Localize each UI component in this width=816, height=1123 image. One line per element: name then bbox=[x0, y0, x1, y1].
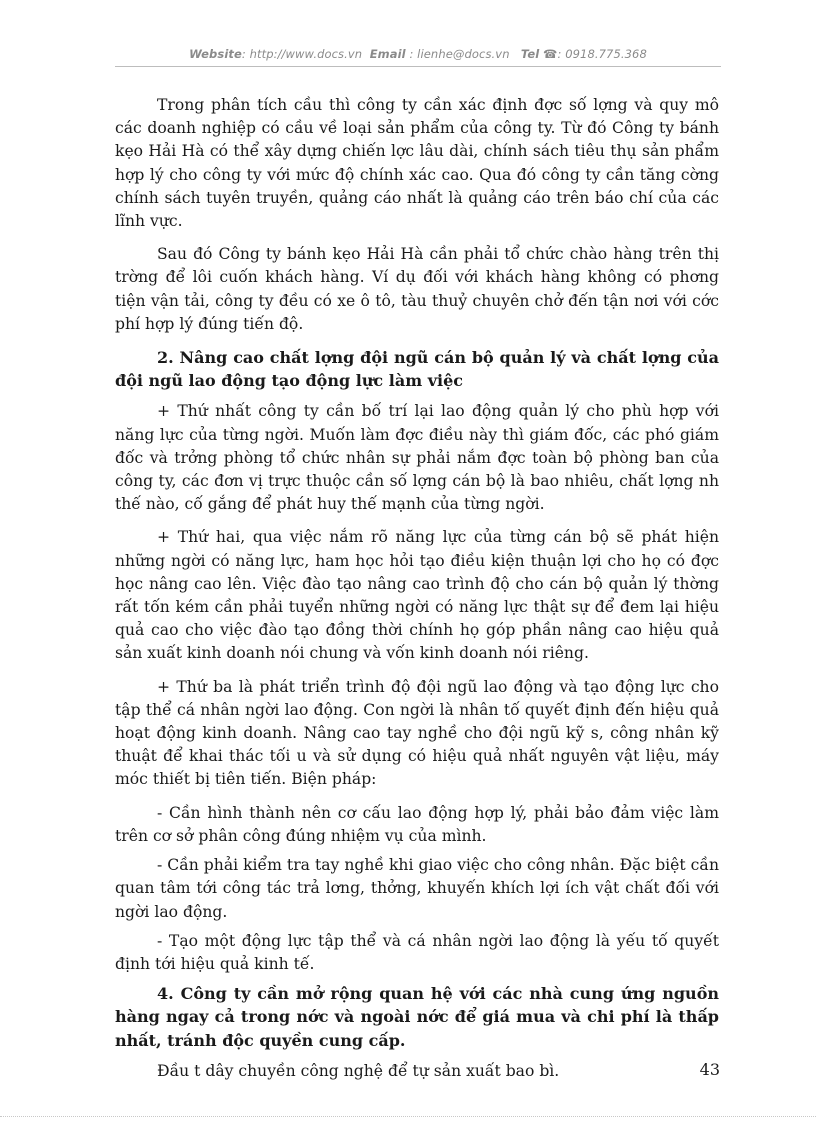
header-divider bbox=[115, 66, 721, 67]
website-label: Website bbox=[189, 47, 242, 61]
page-header bbox=[115, 47, 721, 61]
section-heading-2: 2. Nâng cao chất lợng đội ngũ cán bộ quản lý và chất lợng của đội ngũ lao động tạo động lực làm việc bbox=[115, 348, 719, 391]
page-number: 43 bbox=[699, 1060, 720, 1079]
paragraph-second-point: + Thứ hai, qua việc nắm rõ năng lực của từng cán bộ sẽ phát hiện những ngời có năng lực, ham học hỏi tạo điều kiện thuận lợi cho họ có đợc học nâng cao lên. Việc đào tạo nâng cao trình độ cho cán bộ quản lý thờng rất tốn kém cần phải tuyển những ngời có năng lực thật sự để đem lại hiệu quả cao cho việc đào tạo đồng thời chính họ góp phần nâng cao hiệu quả sản xuất kinh doanh nói chung và vốn kinh doanh nói riêng. bbox=[115, 528, 719, 663]
email-value: : lienhe@docs.vn bbox=[409, 47, 510, 61]
measure-item-3: - Tạo một động lực tập thể và cá nhân ngời lao động là yếu tố quyết định tới hiệu quả kinh tế. bbox=[115, 931, 719, 973]
measure-item-2: - Cần phải kiểm tra tay nghề khi giao việc cho công nhân. Đặc biệt cần quan tâm tới công tác trả lơng, thởng, khuyến khích lợi ích vật chất đối với ngời lao động. bbox=[115, 856, 719, 921]
paragraph-sales-offer: Sau đó Công ty bánh kẹo Hải Hà cần phải tổ chức chào hàng trên thị trờng để lôi cuốn khách hàng. Ví dụ đối với khách hàng không có phơng tiện vận tải, công ty đều có xe ô tô, tàu thuỷ chuyên chở đến tận nơi với cớc phí hợp lý đúng tiến độ. bbox=[115, 245, 719, 333]
paragraph-first-point: + Thứ nhất công ty cần bố trí lại lao động quản lý cho phù hợp với năng lực của từng ngời. Muốn làm đợc điều này thì giám đốc, các phó giám đốc và trởng phòng tổ chức nhân sự phải nắm đợc toàn bộ phòng ban của công ty, các đơn vị trực thuộc cần số lợng cán bộ là bao nhiêu, chất lợng nh thế nào, cố gắng để phát huy thế mạnh của từng ngời. bbox=[115, 402, 719, 514]
measure-item-1: - Cần hình thành nên cơ cấu lao động hợp lý, phải bảo đảm việc làm trên cơ sở phân công đúng nhiệm vụ của mình. bbox=[115, 803, 719, 845]
tel-label: Tel bbox=[520, 47, 540, 61]
email-label: Email bbox=[369, 47, 406, 61]
paragraph-third-point: + Thứ ba là phát triển trình độ đội ngũ lao động và tạo động lực cho tập thể cá nhân ngời lao động. Con ngời là nhân tố quyết định đến hiệu quả hoạt động kinh doanh. Nâng cao tay nghề cho đội ngũ kỹ s, công nhân kỹ thuật để khai thác tối u và sử dụng có hiệu quả nhất nguyên vật liệu, máy móc thiết bị tiên tiến. Biện pháp: bbox=[115, 677, 719, 789]
website-value: : http://www.docs.vn bbox=[241, 47, 363, 61]
document-body bbox=[115, 94, 719, 1093]
section-heading-4: 4. Công ty cần mở rộng quan hệ với các nhà cung ứng nguồn hàng ngay cả trong nớc và ngoài nớc để giá mua và chi phí là thấp nhất, tránh độc quyền cung cấp. bbox=[115, 984, 719, 1050]
tel-value: ☎: 0918.775.368 bbox=[543, 47, 647, 61]
paragraph-investment: Đầu t dây chuyền công nghệ để tự sản xuất bao bì. bbox=[157, 1061, 560, 1080]
paragraph-demand-analysis: Trong phân tích cầu thì công ty cần xác định đợc số lợng và quy mô các doanh nghiệp có cầu về loại sản phẩm của công ty. Từ đó Công ty bánh kẹo Hải Hà có thể xây dựng chiến lợc lâu dài, chính sách tiêu thụ sản phẩm hợp lý cho công ty với mức độ chính xác cao. Qua đó công ty cần tăng cờng chính sách tuyên truyền, quảng cáo nhất là quảng cáo trên báo chí của các lĩnh vực. bbox=[115, 96, 719, 231]
page-bottom-divider bbox=[0, 1116, 816, 1117]
